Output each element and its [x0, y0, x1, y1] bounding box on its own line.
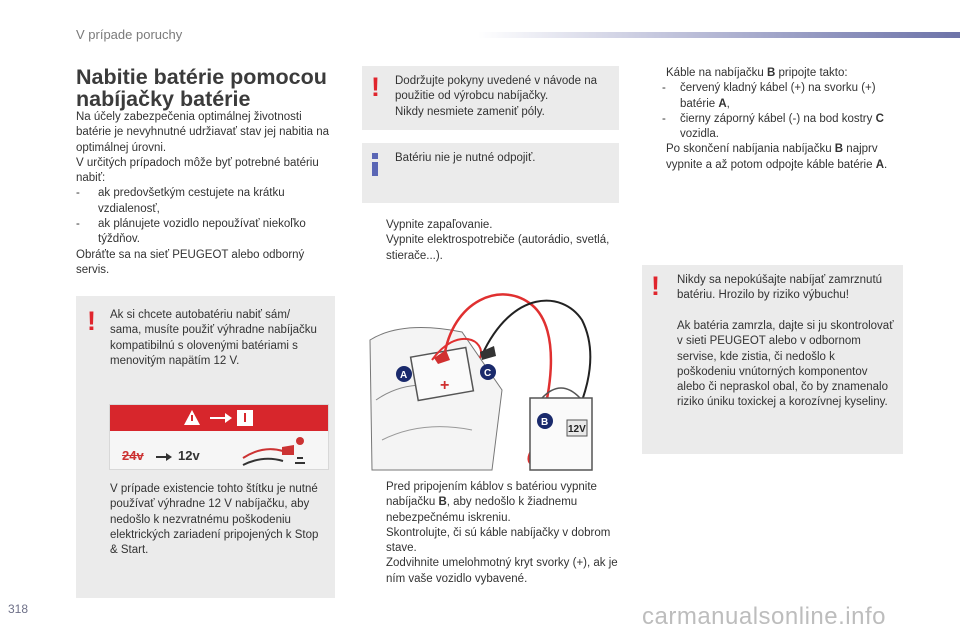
list-item: Pred pripojením káblov s batériou vypnite nabíjačku B, aby nedošlo k žiadnemu nebezpečnému iskreniu. — [386, 481, 597, 524]
warning-text-line-1: Nikdy sa nepokúšajte nabíjať zamrznutú batériu. Hrozilo by riziko výbuchu! — [677, 274, 883, 302]
connection-steps — [642, 66, 907, 173]
list-item: - ak predovšetkým cestujete na krátku vzdialenosť, — [76, 187, 285, 215]
list-item: Po skončení nabíjania nabíjačku B najprv vypnite a až potom odpojte káble batérie A. — [666, 143, 888, 171]
battery-charging-illustration — [362, 280, 618, 473]
warning-box-charger — [76, 296, 335, 598]
warning-box-frozen-battery — [642, 265, 903, 454]
voltage-label-sticker — [109, 404, 329, 470]
intro-paragraph-1: Na účely zabezpečenia optimálnej životnosti batérie je nevyhnutné udržiavať stav jej nabitia na optimálnej úrovni. — [76, 111, 329, 154]
label-12v: 12v — [178, 448, 200, 463]
arrow-icon — [156, 452, 172, 462]
warning-text-line-2: Nikdy nesmiete zameniť póly. — [395, 106, 545, 118]
illustration-drawing — [362, 280, 618, 473]
steps-list-top — [362, 218, 622, 264]
page-number: 318 — [8, 602, 29, 616]
warning-icon: ! — [651, 271, 660, 301]
sticker-caption: V prípade existencie tohto štítku je nutné používať výhradne 12 V nabíjačku, aby nedošlo k nezvratnému poškodeniu elektrických zariadení pripojených k Stop & Start. — [110, 483, 319, 557]
heading-line-1: Nabitie batérie pomocou — [76, 65, 327, 89]
label-b: B — [541, 417, 549, 428]
cable-clamp-icon — [238, 433, 308, 469]
heading-line-2: nabíjačky batérie — [76, 87, 251, 111]
outro-paragraph: Obráťte sa na sieť PEUGEOT alebo odborný servis. — [76, 248, 305, 276]
label-a: A — [400, 370, 408, 381]
warning-text: Ak si chcete autobatériu nabiť sám/ sama, musíte použiť výhradne nabíjačku kompatibilnú s olovenými batériami s menovitým napätím 12 V. — [110, 309, 317, 367]
intro-paragraph-2: V určitých prípadoch môže byť potrebné batériu nabiť: — [76, 156, 319, 185]
warning-text-line-1: Dodržujte pokyny uvedené v návode na použitie od výrobcu nabíjačky. — [395, 75, 598, 103]
charger-voltage-label: 12V — [568, 424, 586, 435]
info-icon — [372, 153, 378, 176]
list-item: Vypnite elektrospotrebiče (autorádio, svetlá, stierače...). — [386, 234, 610, 262]
warning-icon: ! — [87, 306, 96, 336]
intro-text — [76, 110, 336, 278]
section-title: V prípade poruchy — [76, 27, 183, 42]
sub-item: - červený kladný kábel (+) na svorku (+) batérie A, — [662, 82, 876, 110]
info-text: Batériu nie je nutné odpojiť. — [395, 152, 536, 164]
label-c: C — [484, 368, 492, 379]
info-box — [362, 143, 619, 203]
sub-item: - čierny záporný kábel (-) na bod kostry C vozidla. — [662, 112, 884, 141]
list-item: Skontrolujte, či sú káble nabíjačky v dobrom stave. — [386, 526, 611, 555]
list-item: - ak plánujete vozidlo nepoužívať niekoľko týždňov. — [76, 218, 306, 246]
list-item: Káble na nabíjačku B pripojte takto: — [666, 67, 848, 79]
steps-list-bottom — [362, 480, 622, 587]
warning-icon: ! — [371, 72, 380, 102]
header-bar — [478, 32, 960, 38]
label-24v: 24v — [122, 448, 144, 463]
sticker-warning-symbols — [110, 405, 328, 431]
list-item: Vypnite zapaľovanie. — [386, 219, 493, 231]
list-item: Zodvihnite umelohmotný kryt svorky (+), ak je ním vaše vozidlo vybavené. — [386, 557, 618, 585]
svg-text:+: + — [440, 377, 450, 394]
watermark: carmanualsonline.info — [642, 603, 886, 630]
page-heading — [76, 66, 336, 110]
warning-box-instructions — [362, 66, 619, 130]
warning-text-line-2: Ak batéria zamrzla, dajte si ju skontrolovať v sieti PEUGEOT alebo v odbornom servise, kde zistia, či nedošlo k poškodeniu vnútorných komponentov alebo či nepraskol obal, čo by znamenalo riziko úniku toxickej a korozívnej kyseliny. — [677, 320, 894, 409]
